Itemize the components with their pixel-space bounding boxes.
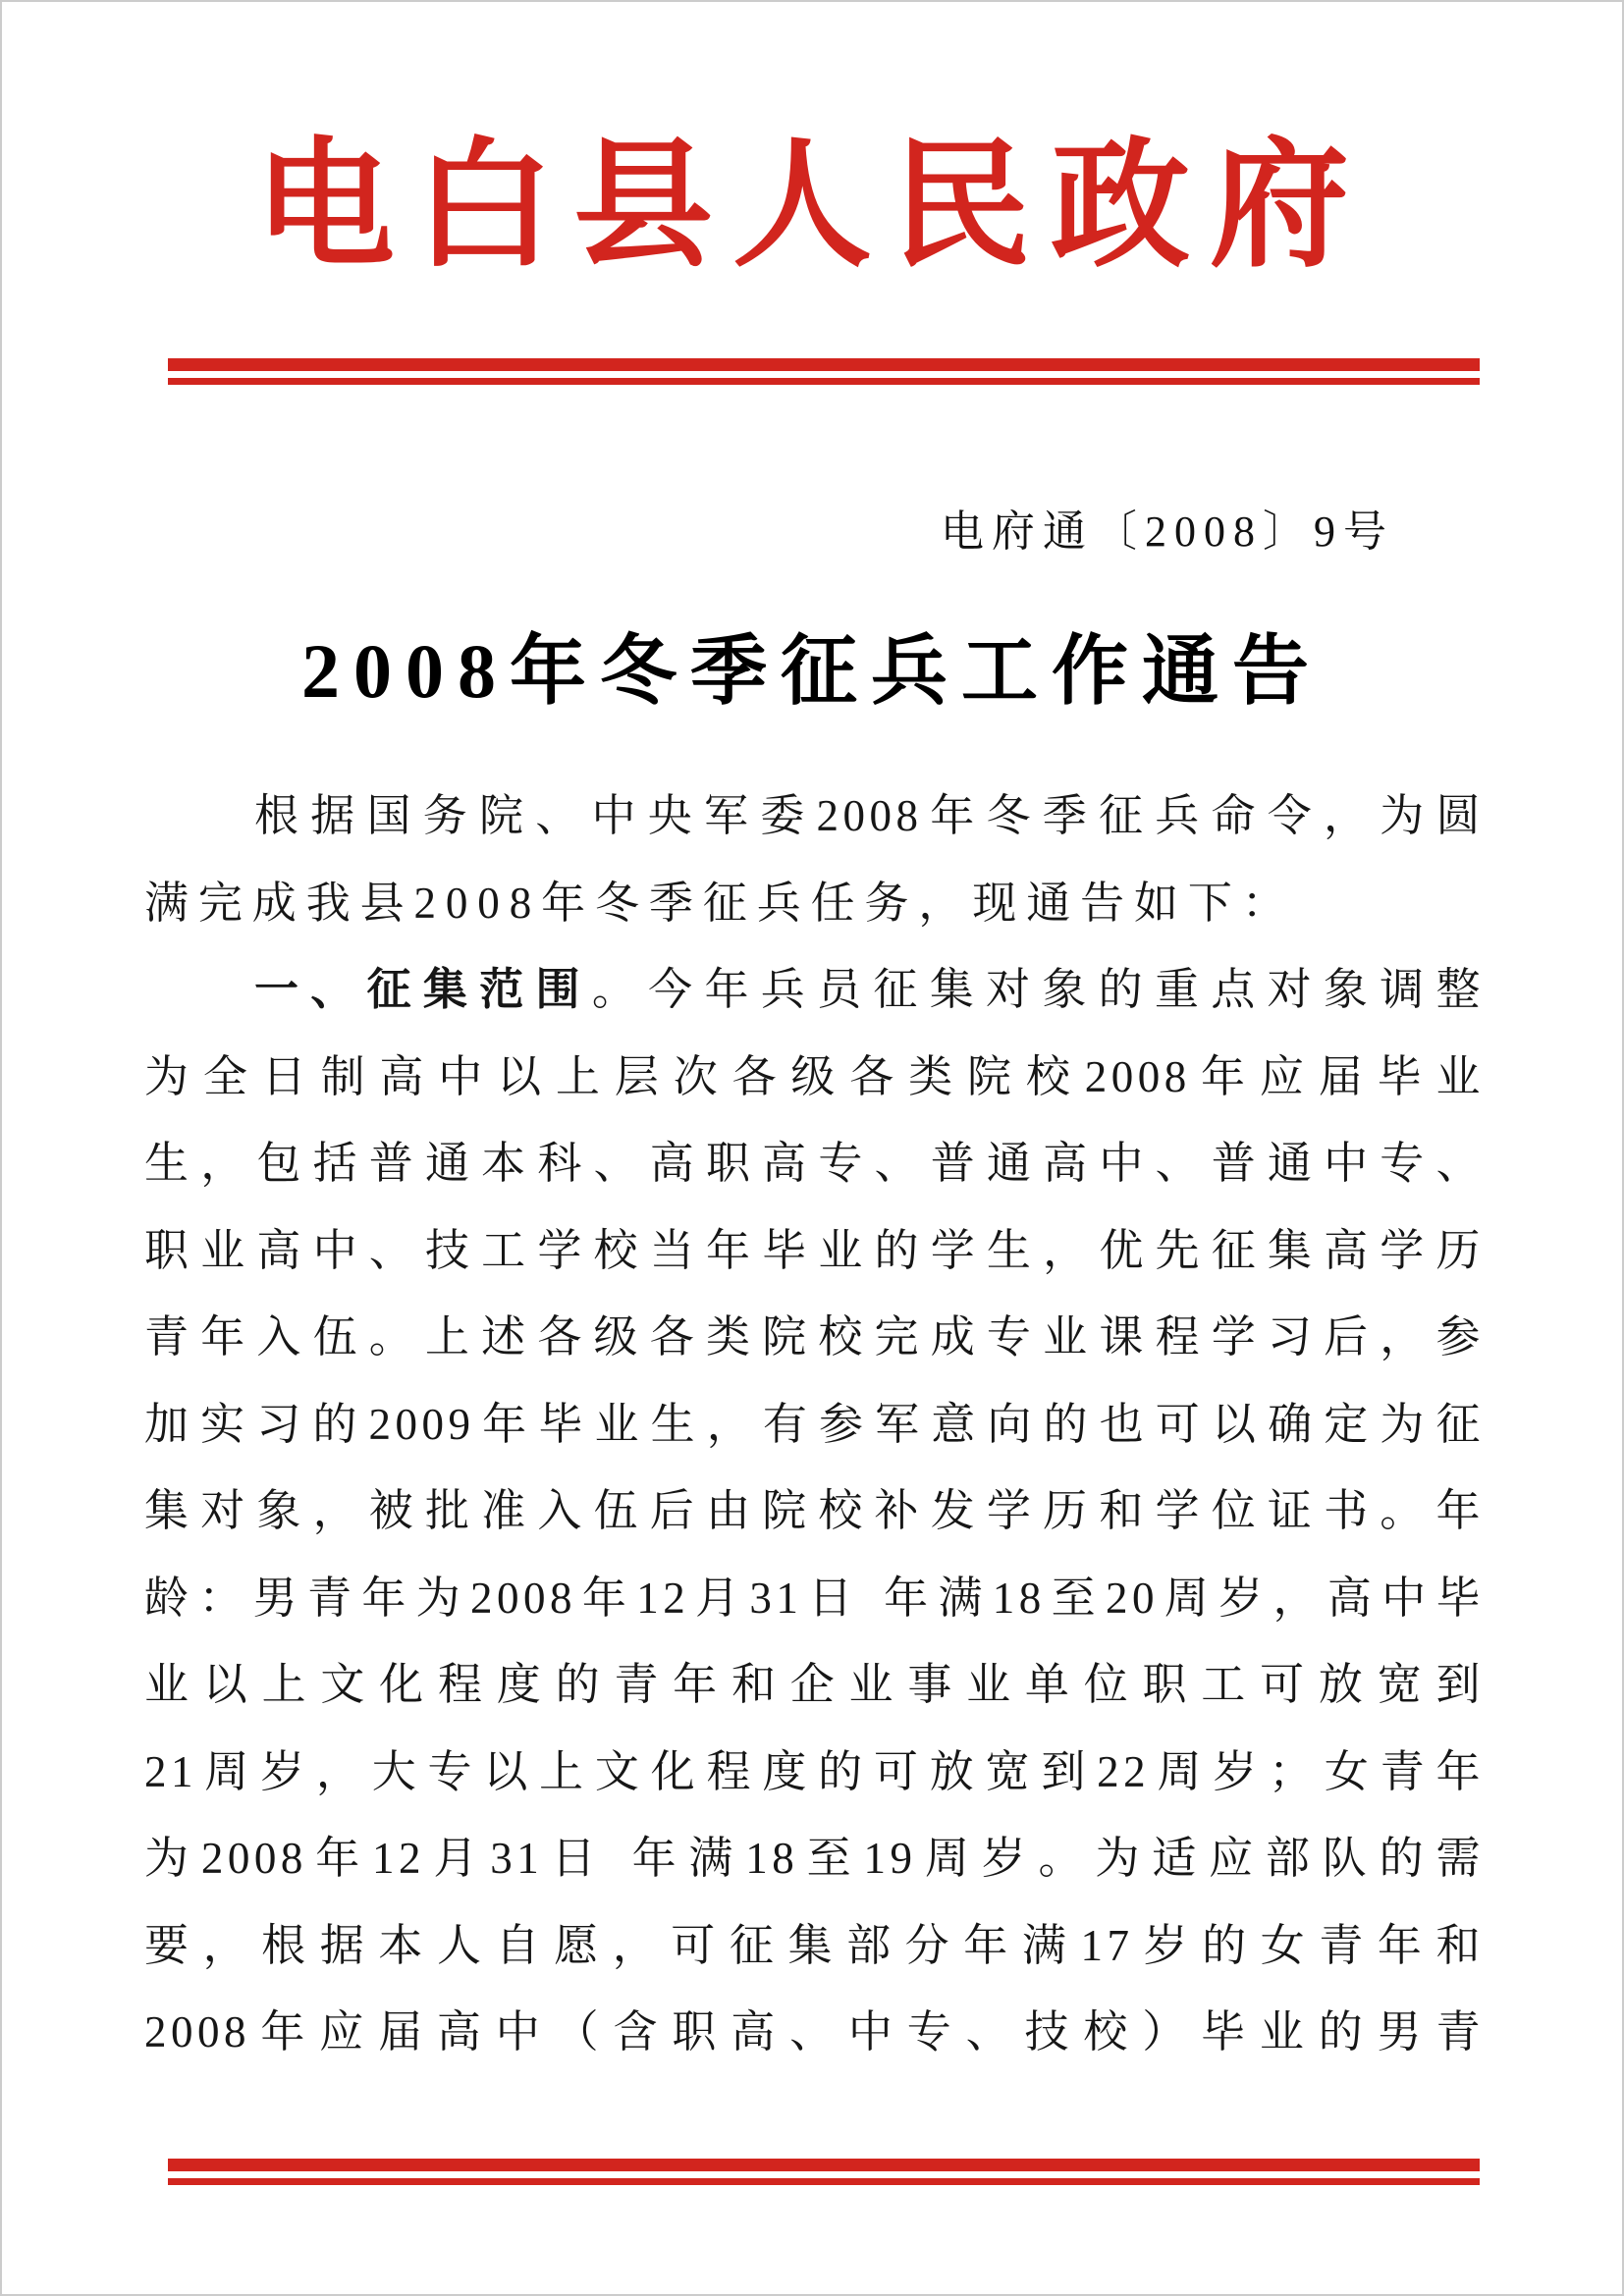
body-line: 为2008年12月31日 年满18至19周岁。为适应部队的需: [144, 1834, 1485, 1883]
body-line: 龄：男青年为2008年12月31日 年满18至20周岁，高中毕: [144, 1573, 1485, 1623]
paragraph-1-line-2: 满完成我县2008年冬季征兵任务，现通告如下：: [144, 878, 1296, 928]
divider-thick-line: [168, 358, 1480, 371]
body-line: 生，包括普通本科、高职高专、普通高中、普通中专、: [144, 1139, 1485, 1188]
body-line: 职业高中、技工学校当年毕业的学生，优先征集高学历: [144, 1225, 1485, 1275]
section-1-heading-line: [144, 946, 1485, 1034]
section-1-heading-rest: 。今年兵员征集对象的重点对象调整: [591, 965, 1485, 1014]
document-body: [144, 773, 1485, 2076]
body-line: 要，根据本人自愿，可征集部分年满17岁的女青年和: [144, 1920, 1485, 1970]
letterhead-org-name: 电白县人民政府: [255, 129, 1369, 284]
letterhead-divider: [168, 358, 1480, 385]
divider-thin-line: [168, 2178, 1480, 2185]
body-line: 21周岁，大专以上文化程度的可放宽到22周岁；女青年: [144, 1746, 1485, 1796]
document-number: 电府通〔2008〕9号: [941, 507, 1394, 556]
body-line: 加实习的2009年毕业生，有参军意向的也可以确定为征: [144, 1399, 1485, 1449]
body-line: 2008年应届高中（含职高、中专、技校）毕业的男青: [144, 2007, 1485, 2056]
paragraph-1-line-1: 根据国务院、中央军委2008年冬季征兵命令，为圆: [254, 791, 1485, 840]
body-line: 青年入伍。上述各级各类院校完成专业课程学习后，参: [144, 1312, 1485, 1362]
section-1-lines: [144, 1034, 1485, 2076]
divider-thin-line: [168, 378, 1480, 385]
body-line: 集对象，被批准入伍后由院校补发学历和学位证书。年: [144, 1486, 1485, 1535]
body-line: 业以上文化程度的青年和企业事业单位职工可放宽到: [144, 1660, 1485, 1709]
section-1-heading: 一、征集范围: [254, 965, 592, 1014]
body-line: 为全日制高中以上层次各级各类院校2008年应届毕业: [144, 1051, 1485, 1101]
divider-thick-line: [168, 2159, 1480, 2171]
document-title: 2008年冬季征兵工作通告: [300, 628, 1323, 714]
footer-divider: [168, 2159, 1480, 2185]
